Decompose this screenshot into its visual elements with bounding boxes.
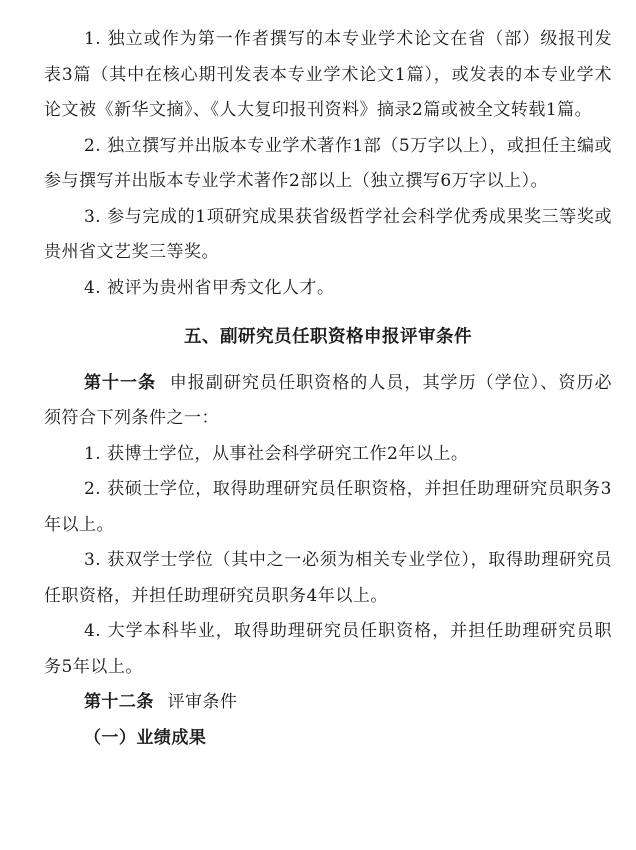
list-item: 2. 独立撰写并出版本专业学术著作1部（5万字以上），或担任主编或参与撰写并出版本专业学术著作2部以上（独立撰写6万字以上）。: [44, 135, 612, 191]
list-item: 1. 获博士学位，从事社会科学研究工作2年以上。: [83, 443, 469, 464]
section-heading: 五、副研究员任职资格申报评审条件: [184, 327, 472, 347]
document-page: [44, 22, 612, 756]
article-12: [44, 685, 612, 721]
article-11: [44, 366, 612, 437]
list-item: 4. 大学本科毕业，取得助理研究员任职资格，并担任助理研究员职务5年以上。: [44, 621, 612, 677]
article-11-text: 申报副研究员任职资格的人员，其学历（学位）、资历必须符合下列条件之一：: [44, 372, 613, 428]
list-item: 3. 参与完成的1项研究成果获省级哲学社会科学优秀成果奖三等奖或贵州省文艺奖三等奖。: [44, 206, 612, 262]
article-12-label: 第十二条: [83, 692, 154, 712]
list-item: 1. 独立或作为第一作者撰写的本专业学术论文在省（部）级报刊发表3篇（其中在核心期刊发表本专业学术论文1篇），或发表的本专业学术论文被《新华文摘》、《人大复印报刊资料》摘录2篇或被全文转载1篇。: [44, 29, 612, 120]
sub-heading: （一）业绩成果: [83, 727, 207, 748]
article-12-text: 评审条件: [167, 692, 238, 712]
article-11-label: 第十一条: [83, 372, 157, 393]
list-item: 4. 被评为贵州省甲秀文化人才。: [83, 277, 335, 298]
list-item: 2. 获硕士学位，取得助理研究员任职资格，并担任助理研究员职务3年以上。: [44, 479, 612, 535]
list-item: 3. 获双学士学位（其中之一必须为相关专业学位），取得助理研究员任职资格，并担任助理研究员职务4年以上。: [44, 550, 612, 606]
